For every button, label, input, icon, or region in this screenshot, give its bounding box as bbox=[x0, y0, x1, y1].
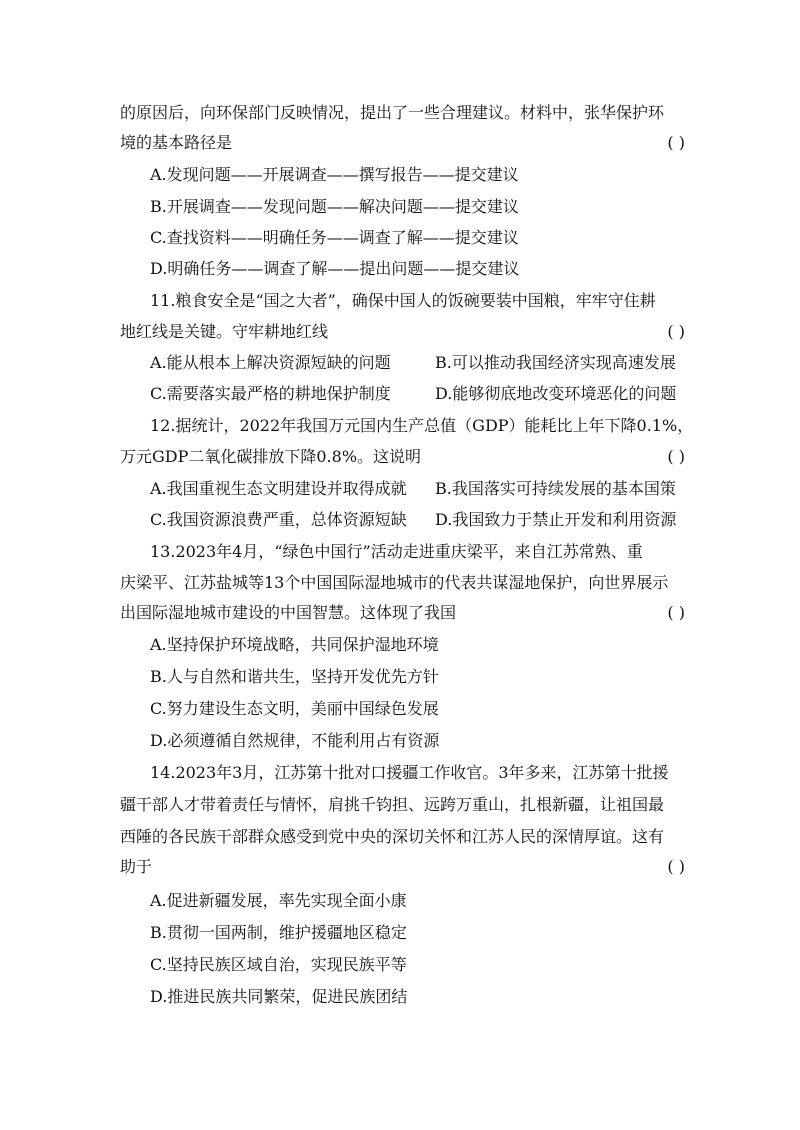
q11-line-2 bbox=[120, 317, 685, 347]
q12-line-1: 12.据统计，2022年我国万元国内生产总值（GDP）能耗比上年下降0.1%， bbox=[150, 416, 694, 435]
q11-options-row-1 bbox=[150, 348, 685, 378]
answer-parentheses: ( ) bbox=[667, 133, 685, 152]
q12-option-b: B.我国落实可持续发展的基本国策 bbox=[435, 479, 676, 498]
intro-line-2 bbox=[120, 128, 685, 158]
q13-option-d: D.必须遵循自然规律，不能利用占有资源 bbox=[150, 731, 440, 750]
answer-parentheses: ( ) bbox=[667, 322, 685, 341]
q12-options-row-2 bbox=[150, 505, 685, 535]
q13-option-c: C.努力建设生态文明，美丽中国绿色发展 bbox=[150, 699, 439, 718]
q13-stem-text: 出国际湿地城市建设的中国智慧。这体现了我国 bbox=[120, 603, 457, 622]
q14-option-b: B.贯彻一国两制，维护援疆地区稳定 bbox=[150, 923, 407, 942]
answer-parentheses: ( ) bbox=[667, 603, 685, 622]
q14-option-d: D.推进民族共同繁荣，促进民族团结 bbox=[150, 987, 408, 1006]
q12-line-2 bbox=[120, 442, 685, 472]
q13-line-3 bbox=[120, 598, 685, 628]
q14-stem-text: 助于 bbox=[120, 857, 153, 876]
q11-stem-text: 地红线是关键。守牢耕地红线 bbox=[120, 322, 329, 341]
q13-line-2: 庆梁平、江苏盐城等13个中国国际湿地城市的代表共谋湿地保护，向世界展示 bbox=[120, 573, 669, 592]
q14-line-4 bbox=[120, 852, 685, 882]
q11-option-b: B.可以推动我国经济实现高速发展 bbox=[435, 353, 676, 372]
q12-option-d: D.我国致力于禁止开发和利用资源 bbox=[435, 510, 677, 529]
intro-stem-text: 境的基本路径是 bbox=[120, 133, 233, 152]
answer-parentheses: ( ) bbox=[667, 447, 685, 466]
q12-stem-text: 万元GDP二氧化碳排放下降0.8%。这说明 bbox=[120, 447, 422, 466]
q13-option-a: A.坚持保护环境战略，共同保护湿地环境 bbox=[150, 635, 439, 654]
intro-option-d: D.明确任务——调查了解——提出问题——提交建议 bbox=[150, 259, 520, 278]
q14-line-1: 14.2023年3月，江苏第十批对口援疆工作收官。3年多来，江苏第十批援 bbox=[150, 763, 669, 782]
q11-options-row-2 bbox=[150, 379, 685, 409]
q11-option-c: C.需要落实最严格的耕地保护制度 bbox=[150, 384, 391, 403]
intro-line-1: 的原因后，向环保部门反映情况，提出了一些合理建议。材料中，张华保护环 bbox=[120, 103, 665, 122]
q11-option-a: A.能从根本上解决资源短缺的问题 bbox=[150, 353, 391, 372]
intro-option-b: B.开展调查——发现问题——解决问题——提交建议 bbox=[150, 197, 519, 216]
q14-option-a: A.促进新疆发展，率先实现全面小康 bbox=[150, 891, 407, 910]
q12-options-row-1 bbox=[150, 474, 685, 504]
q12-option-a: A.我国重视生态文明建设并取得成就 bbox=[150, 479, 407, 498]
intro-option-a: A.发现问题——开展调查——撰写报告——提交建议 bbox=[150, 165, 519, 184]
q14-line-3: 西陲的各民族干部群众感受到党中央的深切关怀和江苏人民的深情厚谊。这有 bbox=[120, 827, 665, 846]
q14-option-c: C.坚持民族区域自治，实现民族平等 bbox=[150, 955, 407, 974]
q13-option-b: B.人与自然和谐共生，坚持开发优先方针 bbox=[150, 667, 439, 686]
intro-option-c: C.查找资料——明确任务——调查了解——提交建议 bbox=[150, 228, 519, 247]
answer-parentheses: ( ) bbox=[667, 857, 685, 876]
q13-line-1: 13.2023年4月，“绿色中国行”活动走进重庆梁平，来自江苏常熟、重 bbox=[150, 542, 643, 561]
q11-line-1: 11.粮食安全是“国之大者”，确保中国人的饭碗要装中国粮，牢牢守住耕 bbox=[150, 291, 656, 310]
q14-line-2: 疆干部人才带着责任与情怀，肩挑千钧担、远跨万重山，扎根新疆，让祖国最 bbox=[120, 795, 665, 814]
q11-option-d: D.能够彻底地改变环境恶化的问题 bbox=[435, 384, 677, 403]
q12-option-c: C.我国资源浪费严重，总体资源短缺 bbox=[150, 510, 407, 529]
